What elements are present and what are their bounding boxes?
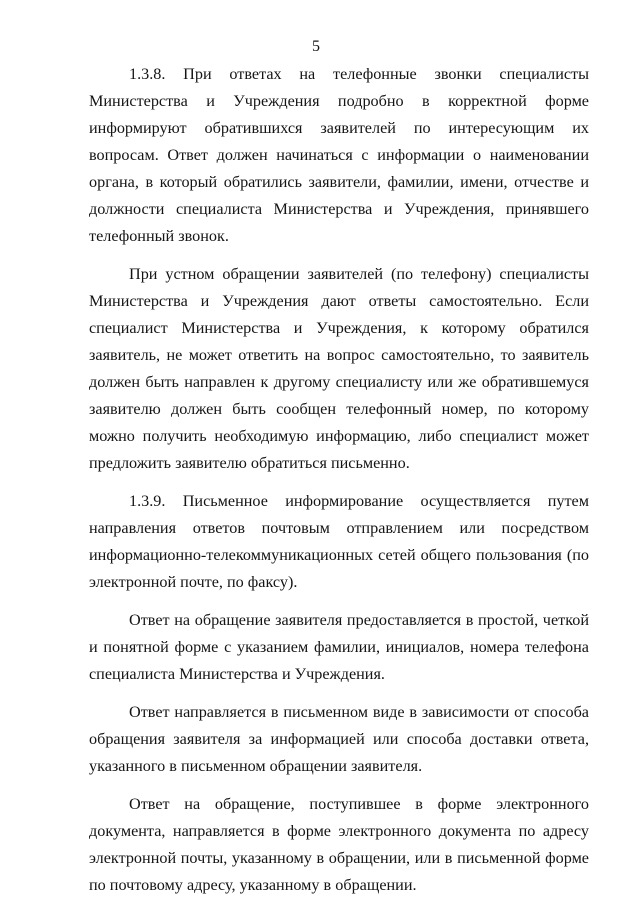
paragraph-oral-inquiry: При устном обращении заявителей (по телефону) специалисты Министерства и Учреждения дают ответы самостоятельно. Если специалист Министерства и Учреждения, к которому обратился заявитель, не может ответить на вопрос самостоятельно, то заявитель должен быть направлен к другому специалисту или же обратившемуся заявителю должен быть сообщен телефонный номер, по которому можно получить необходимую информацию, либо специалист может предложить заявителю обратиться письменно. [89,265,589,472]
paragraph-1-3-9: 1.3.9. Письменное информирование осуществляется путем направления ответов почтовым отправлением или посредством информационно-телекоммуникационных сетей общего пользования (по электронной почте, по факсу). [89,492,589,591]
paragraph-1-3-8: 1.3.8. При ответах на телефонные звонки специалисты Министерства и Учреждения подробно в корректной форме информируют обратившихся заявителей по интересующим их вопросам. Ответ должен начинаться с информации о наименовании органа, в который обратились заявители, фамилии, имени, отчестве и должности специалиста Министерства и Учреждения, принявшего телефонный звонок. [89,65,589,245]
paragraph-answer-form: Ответ на обращение заявителя предоставляется в простой, четкой и понятной форме с указанием фамилии, инициалов, номера телефона специалиста Министерства и Учреждения. [89,611,589,683]
paragraph-answer-written: Ответ направляется в письменном виде в зависимости от способа обращения заявителя за информацией или способа доставки ответа, указанного в письменном обращении заявителя. [89,703,589,775]
paragraph-answer-electronic: Ответ на обращение, поступившее в форме электронного документа, направляется в форме электронного документа по адресу электронной почты, указанному в обращении, или в письменной форме по почтовому адресу, указанному в обращении. [89,795,589,894]
page-number: 5 [312,38,320,55]
document-body [89,61,589,910]
